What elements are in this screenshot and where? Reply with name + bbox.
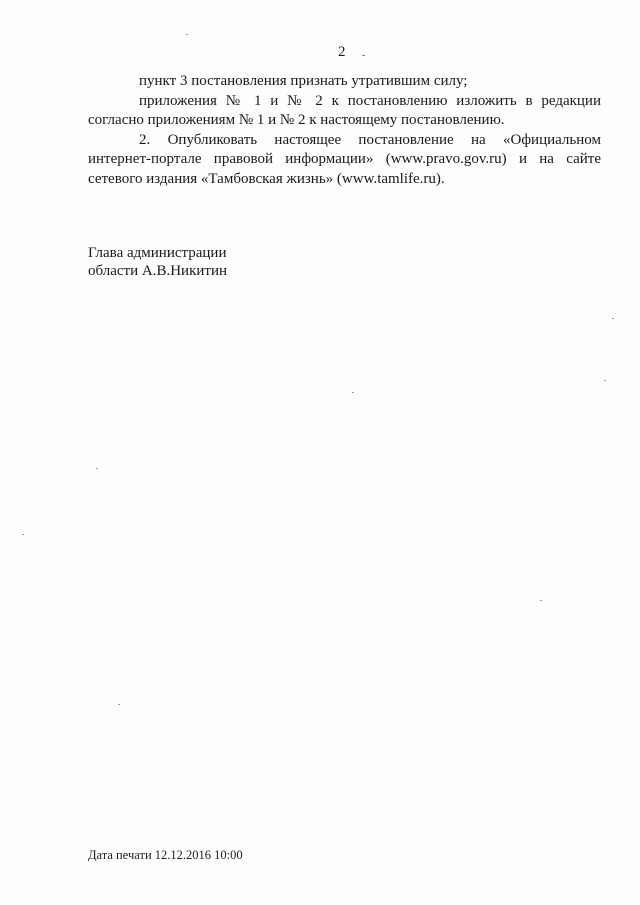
body-text <box>88 72 601 189</box>
scan-speck <box>22 534 24 535</box>
scan-speck <box>612 318 614 319</box>
paragraph-publish-line-2: интернет-портале правовой информации» (www.pravo.gov.ru) и на сайте <box>88 151 601 167</box>
paragraph-appendix-line-1: приложения № 1 и № 2 к постановлению изложить в редакции <box>139 92 601 109</box>
print-date: Дата печати 12.12.2016 10:00 <box>88 848 243 862</box>
signature-name: области А.В.Никитин <box>88 263 228 279</box>
scan-speck <box>96 468 98 469</box>
paragraph-item-repeal: пункт 3 постановления признать утратившим силу; <box>139 73 468 89</box>
page-number-mark: - <box>362 50 366 61</box>
scan-speck <box>540 600 542 601</box>
paragraph-appendix-line-2: согласно приложениям № 1 и № 2 к настоящему постановлению. <box>88 112 505 128</box>
signature-title: Глава администрации <box>88 245 227 261</box>
scan-speck <box>604 380 606 381</box>
page-number: 2 <box>338 44 346 60</box>
paragraph-publish-line-1: 2. Опубликовать настоящее постановление на «Официальном <box>139 131 601 148</box>
paragraph-publish-line-3: сетевого издания «Тамбовская жизнь» (www.tamlife.ru). <box>88 170 445 187</box>
scan-speck <box>118 704 120 705</box>
signature-block <box>88 244 227 280</box>
scan-speck <box>186 34 188 35</box>
scan-speck <box>352 392 354 393</box>
